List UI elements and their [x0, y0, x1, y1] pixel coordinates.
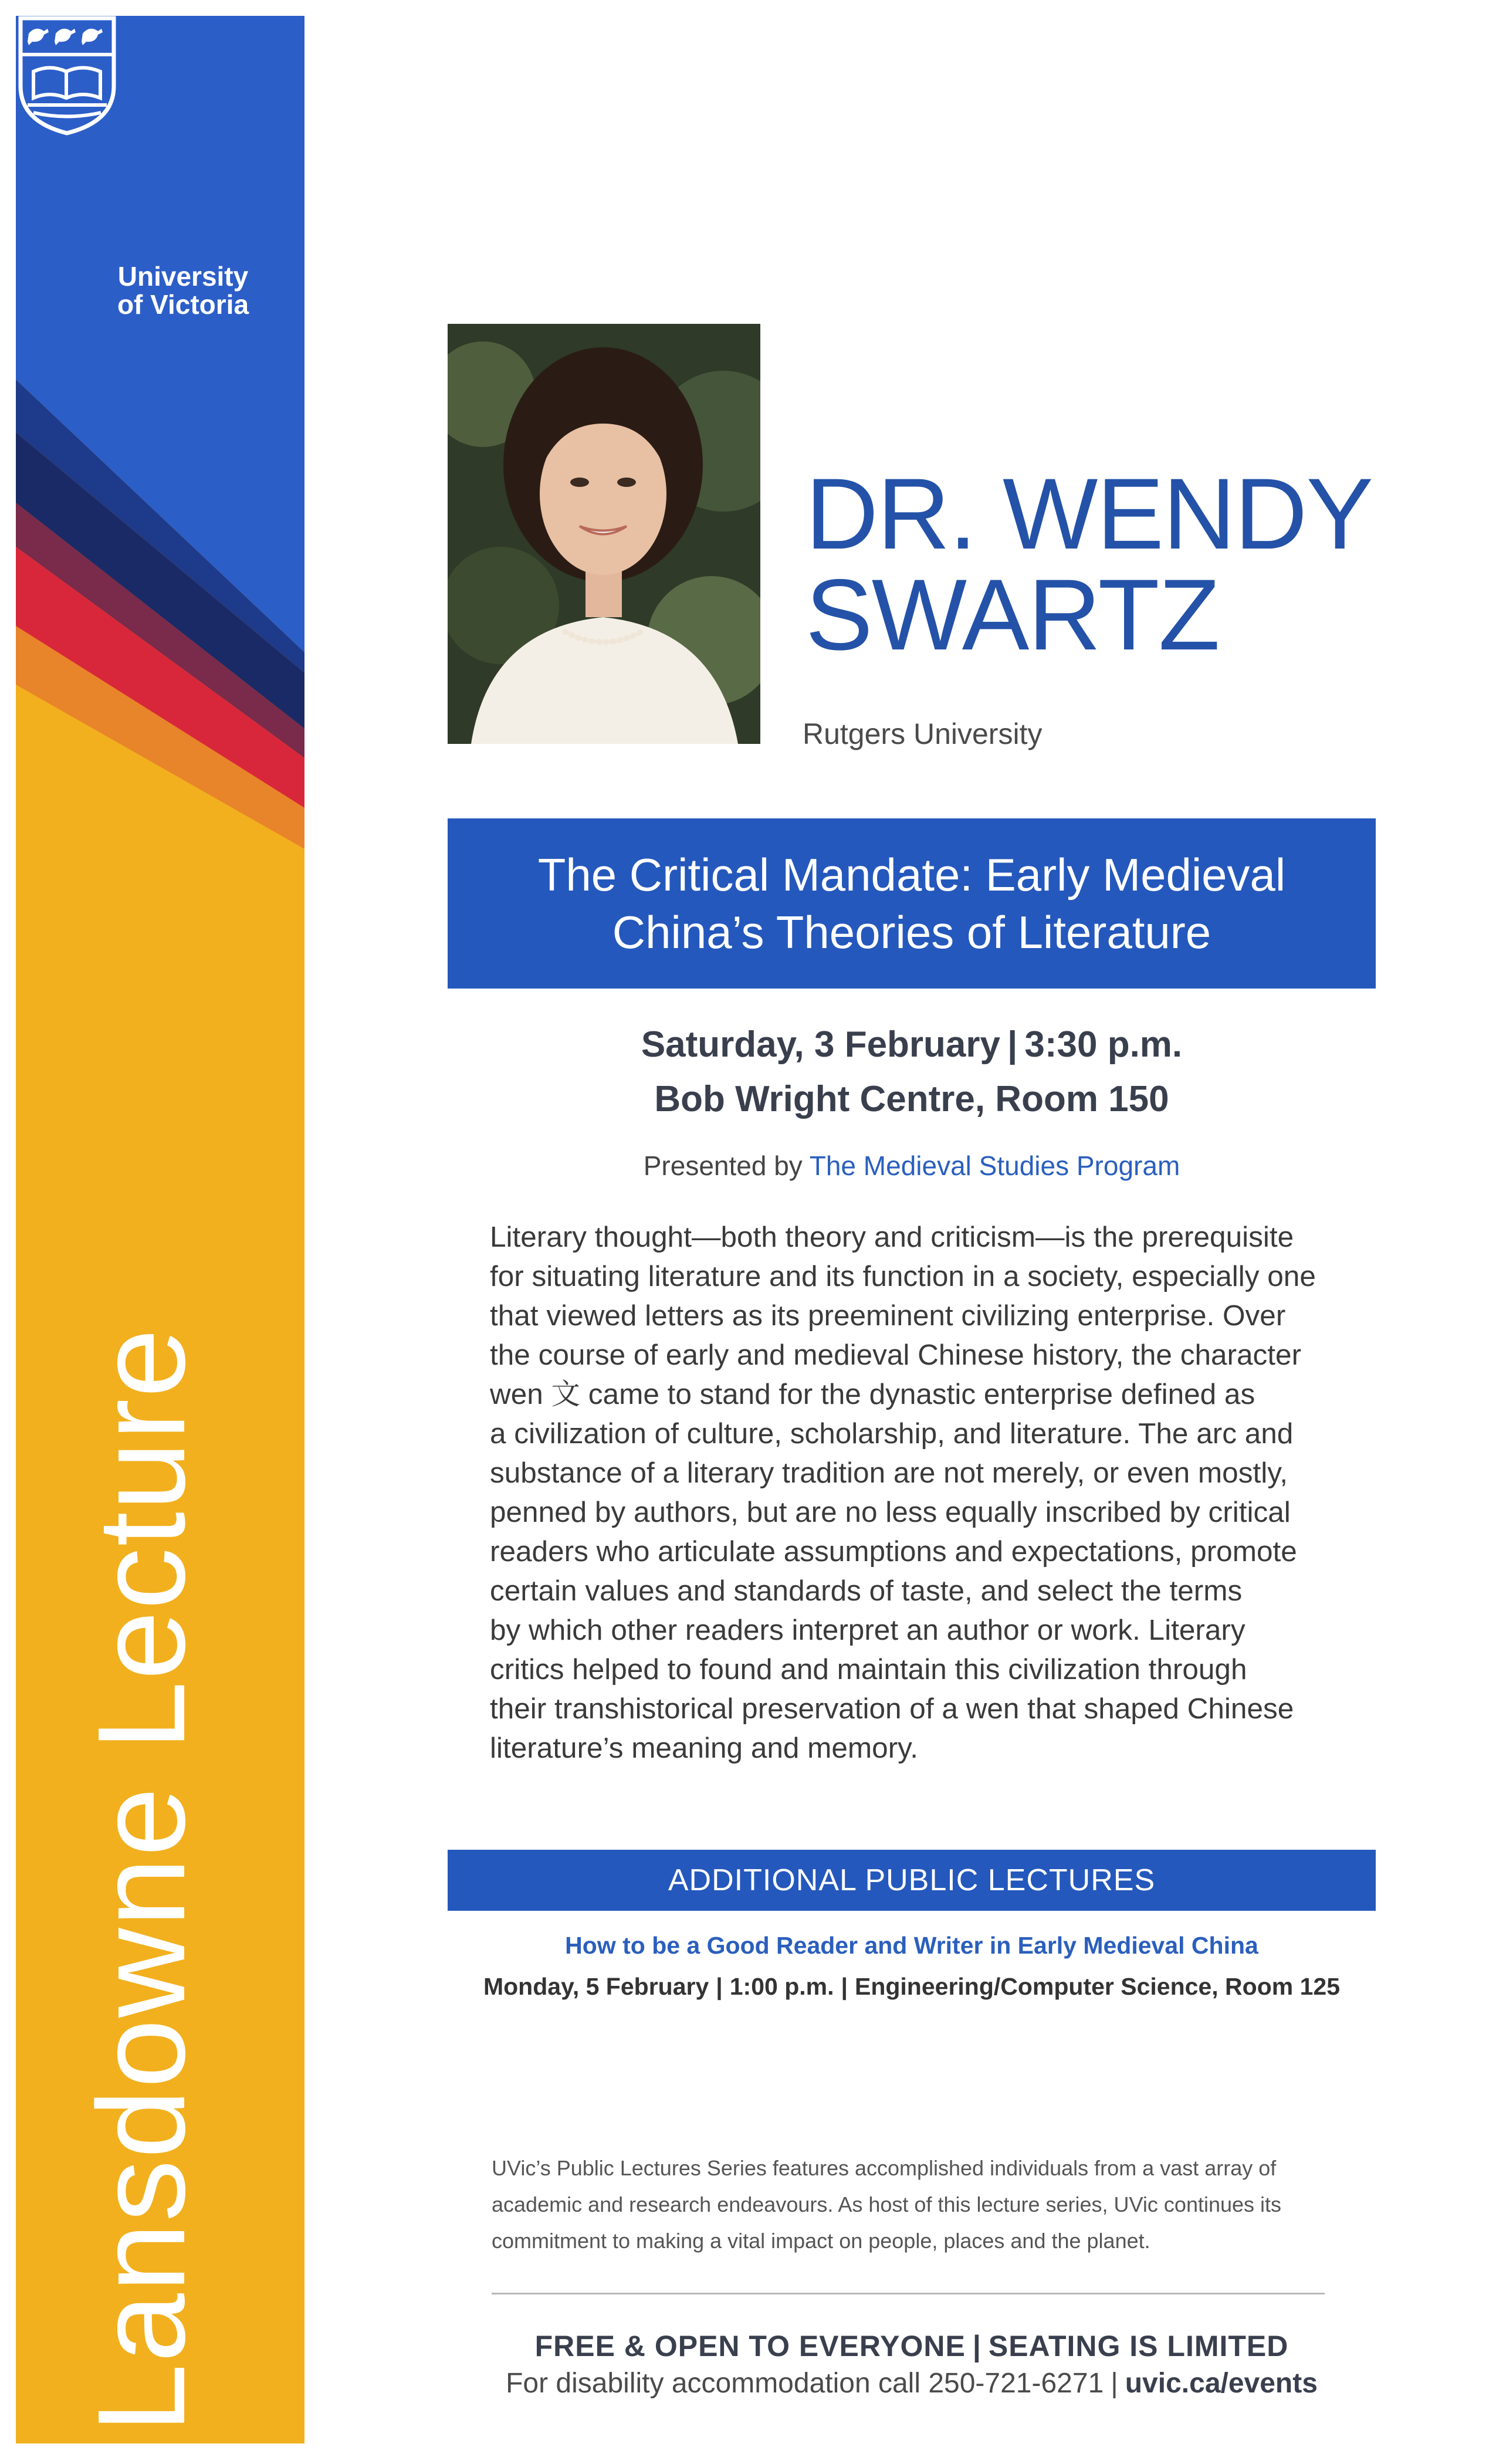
abstract-line: certain values and standards of taste, and select the terms [490, 1575, 1243, 1607]
additional-lecture-details [448, 1973, 1376, 2001]
separator: | [1111, 2368, 1118, 2399]
accommodation-info: For disability accommodation call 250-721-6271 [506, 2368, 1104, 2399]
abstract-line: substance of a literary tradition are not merely, or even mostly, [490, 1457, 1288, 1489]
lecture-abstract [490, 1217, 1346, 1768]
separator: | [1007, 1024, 1018, 1065]
presented-by [448, 1150, 1376, 1182]
separator: | [716, 1973, 723, 2000]
abstract-line: penned by authors, but are no less equally inscribed by critical [490, 1496, 1291, 1528]
abstract-line: Literary thought—both theory and criticism—is the prerequisite [490, 1221, 1294, 1253]
presented-by-prefix: Presented by [643, 1150, 803, 1181]
series-note-line: academic and research endeavours. As host of this lecture series, UVic continues its [492, 2192, 1282, 2216]
series-note [492, 2150, 1325, 2259]
events-url-link[interactable]: uvic.ca/events [1125, 2368, 1318, 2399]
admission-line [448, 2329, 1376, 2363]
additional-lecture-title: How to be a Good Reader and Writer in Early Medieval China [565, 1932, 1258, 1959]
separator: | [972, 2330, 981, 2363]
additional-lectures-heading: ADDITIONAL PUBLIC LECTURES [448, 1850, 1376, 1911]
speaker-name-line-1: DR. WENDY [805, 458, 1373, 570]
abstract-line: the course of early and medieval Chinese history, the character [490, 1339, 1302, 1371]
series-title-vertical: Lansdowne Lecture [72, 1327, 211, 2433]
series-note-line: UVic’s Public Lectures Series features accomplished individuals from a vast array of [492, 2156, 1277, 2180]
speaker-affiliation: Rutgers University [803, 717, 1043, 750]
abstract-line: readers who articulate assumptions and expectations, promote [490, 1535, 1297, 1568]
lecture-title-banner [448, 818, 1376, 989]
contact-line [448, 2367, 1376, 2399]
lecture-venue: Bob Wright Centre, Room 150 [654, 1079, 1169, 1119]
series-note-line: commitment to making a vital impact on people, places and the planet. [492, 2229, 1150, 2253]
additional-lecture-time: 1:00 p.m. [729, 1973, 834, 2000]
footer-divider [492, 2293, 1325, 2294]
speaker-name-line-2: SWARTZ [805, 559, 1219, 671]
lecture-title-line-2: China’s Theories of Literature [612, 906, 1211, 958]
university-line-1: University [117, 261, 249, 292]
separator: | [841, 1973, 848, 2000]
university-name [95, 262, 271, 319]
lecture-time: 3:30 p.m. [1024, 1024, 1183, 1065]
additional-lecture-date: Monday, 5 February [483, 1973, 709, 2000]
lecture-datetime [448, 1024, 1376, 1065]
sidebar-banner [16, 16, 304, 2443]
abstract-line: for situating literature and its function in a society, especially one [490, 1260, 1316, 1292]
abstract-line: their transhistorical preservation of a wen that shaped Chinese [490, 1693, 1294, 1725]
speaker-photo [448, 324, 760, 744]
free-admission: FREE & OPEN TO EVERYONE [534, 2330, 966, 2363]
uvic-crest-icon [16, 16, 119, 136]
lecture-date: Saturday, 3 February [641, 1024, 1001, 1065]
additional-lecture-venue: Engineering/Computer Science, Room 125 [854, 1973, 1340, 2000]
abstract-line: a civilization of culture, scholarship, and literature. The arc and [490, 1417, 1294, 1450]
university-line-2: of Victoria [117, 289, 249, 320]
speaker-name [805, 458, 1392, 671]
abstract-line: by which other readers interpret an author or work. Literary [490, 1614, 1245, 1646]
seating-limited: SEATING IS LIMITED [988, 2330, 1289, 2363]
presenting-program: The Medieval Studies Program [809, 1150, 1180, 1181]
abstract-line: critics helped to found and maintain this civilization through [490, 1653, 1247, 1685]
lecture-title-line-1: The Critical Mandate: Early Medieval [537, 849, 1286, 901]
abstract-line: that viewed letters as its preeminent civilizing enterprise. Over [490, 1299, 1286, 1332]
abstract-line: literature’s meaning and memory. [490, 1732, 919, 1764]
abstract-line: wen 文 came to stand for the dynastic enterprise defined as [490, 1378, 1255, 1410]
